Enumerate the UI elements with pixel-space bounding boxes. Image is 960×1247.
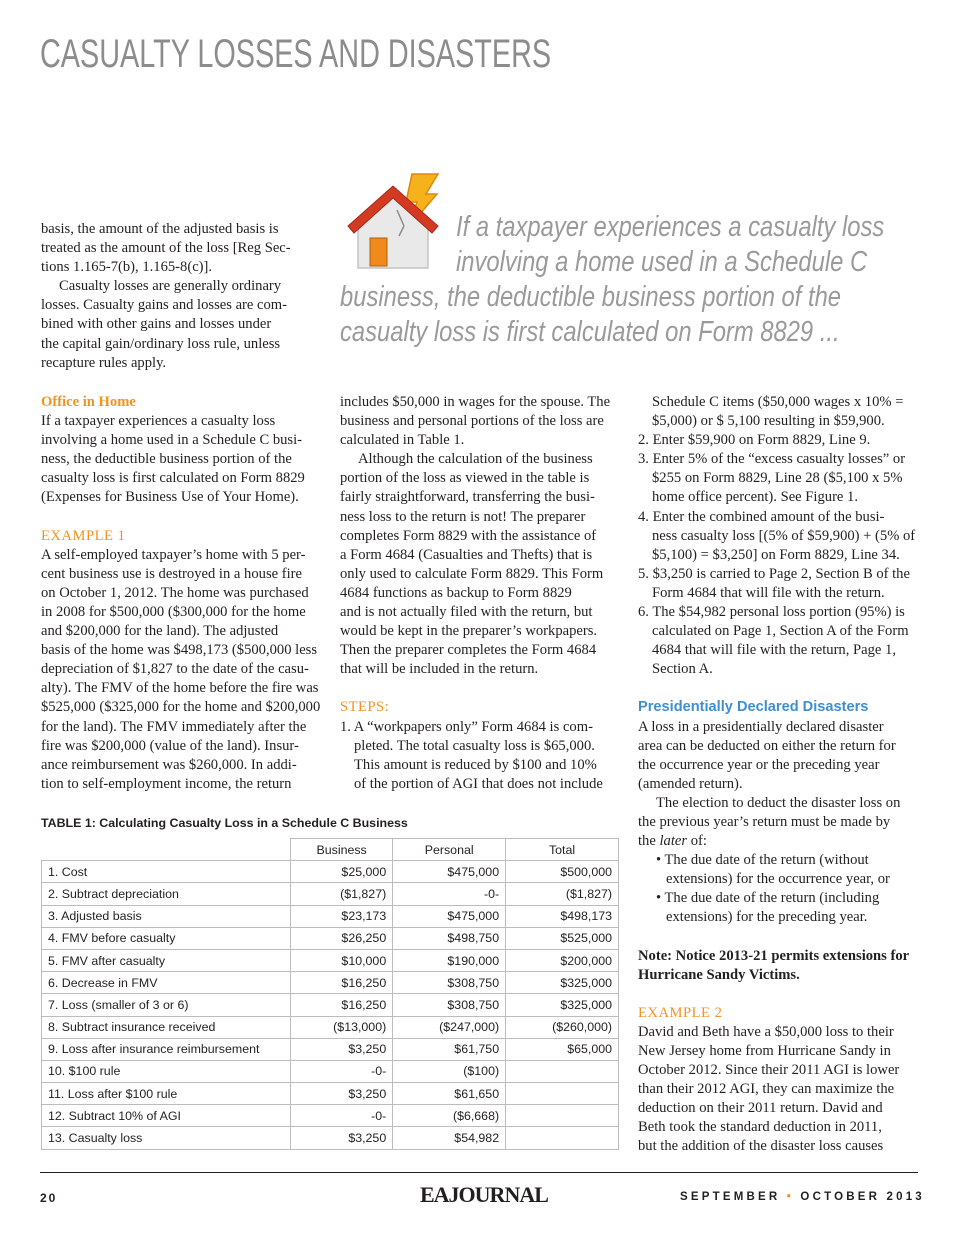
text-line: 2. Enter $59,900 on Form 8829, Line 9. bbox=[638, 432, 871, 449]
text-line: would be kept in the preparer’s workpapers. bbox=[340, 623, 598, 640]
text-line: 5. $3,250 is carried to Page 2, Section B of the bbox=[638, 565, 910, 582]
table-cell-label: 1. Cost bbox=[42, 861, 291, 883]
text-line: a Form 4684 (Casualties and Thefts) that is bbox=[340, 546, 593, 563]
table-row bbox=[42, 1127, 619, 1149]
table-cell-business: $26,250 bbox=[291, 927, 393, 949]
text-line: involving a home used in a Schedule C busi- bbox=[41, 432, 303, 449]
text-line: the capital gain/ordinary loss rule, unless bbox=[41, 335, 281, 352]
text-line: • The due date of the return (including bbox=[656, 890, 880, 907]
list-item bbox=[638, 603, 923, 679]
table-cell-business: $3,250 bbox=[291, 1038, 393, 1060]
text-line: ness, the deductible business portion of the bbox=[41, 451, 292, 468]
table-cell-personal: $190,000 bbox=[393, 949, 506, 971]
list-item bbox=[340, 718, 625, 794]
text-line: 4. Enter the combined amount of the busi- bbox=[638, 508, 885, 525]
list-item bbox=[638, 889, 923, 927]
page-number: 20 bbox=[40, 1191, 58, 1205]
table-cell-total: $525,000 bbox=[506, 927, 619, 949]
table-cell-label: 3. Adjusted basis bbox=[42, 905, 291, 927]
table-cell-business: $16,250 bbox=[291, 994, 393, 1016]
text-line: ness casualty loss [(5% of $59,900) + (5% of bbox=[652, 527, 916, 544]
text-line: in 2008 for $500,000 ($300,000 for the home bbox=[41, 603, 306, 620]
text-line: and $200,000 for the land). The adjusted bbox=[41, 623, 279, 640]
section-title: CASUALTY LOSSES AND DISASTERS bbox=[40, 32, 552, 76]
text-line: depreciation of $1,827 to the date of the casu- bbox=[41, 661, 309, 678]
table-cell-personal: $308,750 bbox=[393, 994, 506, 1016]
text-line: extensions) for the occurrence year, or bbox=[666, 871, 890, 888]
text-line: losses. Casualty gains and losses are com- bbox=[41, 297, 288, 314]
text-line: tions 1.165-7(b), 1.165-8(c)]. bbox=[41, 259, 213, 276]
text-line: Form 4684 that will file with the return. bbox=[652, 584, 885, 601]
text-line: Then the preparer completes the Form 4684 bbox=[340, 642, 597, 659]
pull-quote-line-4: casualty loss is first calculated on Form 8829 ... bbox=[340, 316, 840, 348]
col3-text bbox=[638, 393, 923, 1156]
text-fragment: of: bbox=[687, 833, 707, 850]
table-row bbox=[42, 905, 619, 927]
table-cell-total bbox=[506, 1105, 619, 1127]
text-line: that will be included in the return. bbox=[340, 661, 539, 678]
text-line: $5,000) or $ 5,100 resulting in $59,900. bbox=[652, 413, 885, 430]
text-line: of the portion of AGI that does not include bbox=[354, 775, 603, 792]
table-header-blank bbox=[42, 839, 291, 861]
table-row bbox=[42, 927, 619, 949]
table-cell-label: 4. FMV before casualty bbox=[42, 927, 291, 949]
table-cell-personal: $61,650 bbox=[393, 1083, 506, 1105]
col2-text bbox=[340, 393, 625, 794]
text-line: includes $50,000 in wages for the spouse. The bbox=[340, 394, 611, 410]
list-item bbox=[638, 450, 923, 507]
text-line: basis of the home was $498,173 ($500,000 less bbox=[41, 642, 318, 659]
table-cell-business: ($13,000) bbox=[291, 1016, 393, 1038]
table-cell-personal: $498,750 bbox=[393, 927, 506, 949]
table-cell-total: ($260,000) bbox=[506, 1016, 619, 1038]
text-line bbox=[638, 832, 923, 851]
issue-month-right: OCTOBER 2013 bbox=[800, 1191, 925, 1203]
example-1-heading: EXAMPLE 1 bbox=[41, 527, 126, 544]
table-cell-label: 13. Casualty loss bbox=[42, 1127, 291, 1149]
table-row bbox=[42, 861, 619, 883]
table-row bbox=[42, 1083, 619, 1105]
steps-list bbox=[340, 718, 625, 794]
text-line: but the addition of the disaster loss causes bbox=[638, 1138, 884, 1155]
text-line: tion to self-employment income, the return bbox=[41, 775, 292, 792]
issue-separator: • bbox=[786, 1191, 795, 1203]
text-line: calculated in Table 1. bbox=[340, 432, 465, 449]
table-row bbox=[42, 1060, 619, 1082]
text-line: pleted. The total casualty loss is $65,000. bbox=[354, 737, 595, 754]
table-cell-total: $200,000 bbox=[506, 949, 619, 971]
example-2-heading: EXAMPLE 2 bbox=[638, 1004, 723, 1021]
disasters-heading: Presidentially Declared Disasters bbox=[638, 699, 869, 716]
text-line: A loss in a presidentially declared disaster bbox=[638, 718, 884, 735]
text-line: Section A. bbox=[652, 661, 713, 678]
text-line: Although the calculation of the business bbox=[358, 451, 593, 468]
table-cell-business: $25,000 bbox=[291, 861, 393, 883]
table-header-personal: Personal bbox=[393, 839, 506, 861]
table-cell-label: 6. Decrease in FMV bbox=[42, 972, 291, 994]
text-line: (amended return). bbox=[638, 775, 743, 792]
text-line: calculated on Page 1, Section A of the Form bbox=[652, 623, 909, 640]
table-cell-business: $3,250 bbox=[291, 1127, 393, 1149]
table-header-business: Business bbox=[291, 839, 393, 861]
table-cell-business: $3,250 bbox=[291, 1083, 393, 1105]
footer-rule bbox=[40, 1172, 918, 1173]
issue-month-left: SEPTEMBER bbox=[680, 1191, 781, 1203]
text-line: bined with other gains and losses under bbox=[41, 316, 272, 333]
brand-logo: EAJOURNAL bbox=[420, 1182, 548, 1207]
emphasis-later: later bbox=[659, 833, 688, 850]
table-cell-business: -0- bbox=[291, 1105, 393, 1127]
col1-text bbox=[41, 393, 326, 794]
text-line: than their 2012 AGI, they can maximize the bbox=[638, 1081, 895, 1098]
table-cell-personal: $308,750 bbox=[393, 972, 506, 994]
text-line: recapture rules apply. bbox=[41, 354, 167, 371]
text-line: fairly straightforward, transferring the busi- bbox=[340, 489, 595, 506]
text-line: 4684 that will file with the return, Page 1, bbox=[652, 642, 896, 659]
table-cell-total bbox=[506, 1083, 619, 1105]
text-line: David and Beth have a $50,000 loss to their bbox=[638, 1023, 894, 1040]
table-cell-total bbox=[506, 1127, 619, 1149]
text-line: area can be deducted on either the return for bbox=[638, 737, 896, 754]
text-line: portion of the loss as viewed in the table is bbox=[340, 470, 590, 487]
text-line: 4684 functions as backup to Form 8829 bbox=[340, 584, 572, 601]
table-row bbox=[42, 994, 619, 1016]
text-line: 3. Enter 5% of the “excess casualty losses” or bbox=[638, 451, 906, 468]
text-line: for the land). The FMV immediately after the bbox=[41, 718, 307, 735]
text-line: deduction on their 2011 return. David and bbox=[638, 1100, 883, 1117]
table-cell-label: 9. Loss after insurance reimbursement bbox=[42, 1038, 291, 1060]
table-cell-business: ($1,827) bbox=[291, 883, 393, 905]
text-line: on October 1, 2012. The home was purchased bbox=[41, 584, 309, 601]
text-line: ance reimbursement was $260,000. In addi- bbox=[41, 756, 297, 773]
table-cell-business: $10,000 bbox=[291, 949, 393, 971]
table-cell-personal: ($6,668) bbox=[393, 1105, 506, 1127]
text-line: ness loss to the return is not! The preparer bbox=[340, 508, 586, 525]
due-date-list bbox=[638, 851, 923, 927]
table-cell-label: 8. Subtract insurance received bbox=[42, 1016, 291, 1038]
text-line: $525,000 ($325,000 for the home and $200,000 bbox=[41, 699, 321, 716]
text-line: alty). The FMV of the home before the fire was bbox=[41, 680, 319, 697]
text-line: A self-employed taxpayer’s home with 5 per- bbox=[41, 546, 306, 563]
house-lightning-icon bbox=[342, 168, 448, 274]
col1-top-text bbox=[41, 220, 321, 373]
table-cell-personal: ($100) bbox=[393, 1060, 506, 1082]
table-cell-personal: -0- bbox=[393, 883, 506, 905]
table-cell-business: $23,173 bbox=[291, 905, 393, 927]
table-cell-label: 12. Subtract 10% of AGI bbox=[42, 1105, 291, 1127]
text-line: business and personal portions of the loss are bbox=[340, 413, 604, 430]
text-fragment: the bbox=[638, 833, 660, 850]
text-line: the occurrence year or the preceding year bbox=[638, 756, 880, 773]
table-cell-business: $16,250 bbox=[291, 972, 393, 994]
text-line: 1. A “workpapers only” Form 4684 is com- bbox=[340, 718, 593, 735]
table-cell-total: $65,000 bbox=[506, 1038, 619, 1060]
table-cell-total: $500,000 bbox=[506, 861, 619, 883]
table-cell-label: 10. $100 rule bbox=[42, 1060, 291, 1082]
text-line: the previous year’s return must be made by bbox=[638, 813, 891, 830]
table-cell-total: $325,000 bbox=[506, 972, 619, 994]
text-line: Schedule C items ($50,000 wages x 10% = bbox=[652, 394, 904, 410]
table-cell-personal: $61,750 bbox=[393, 1038, 506, 1060]
table-cell-total: ($1,827) bbox=[506, 883, 619, 905]
text-line: Beth took the standard deduction in 2011, bbox=[638, 1119, 882, 1136]
list-item bbox=[638, 565, 923, 603]
table-row bbox=[42, 1016, 619, 1038]
text-line: casualty loss is first calculated on Form 8829 bbox=[41, 470, 305, 487]
table-cell-label: 2. Subtract depreciation bbox=[42, 883, 291, 905]
note-text: Hurricane Sandy Victims. bbox=[638, 966, 800, 983]
text-line: This amount is reduced by $100 and 10% bbox=[354, 756, 597, 773]
office-in-home-heading: Office in Home bbox=[41, 394, 136, 410]
table-cell-label: 5. FMV after casualty bbox=[42, 949, 291, 971]
table-cell-personal: ($247,000) bbox=[393, 1016, 506, 1038]
list-item bbox=[638, 431, 923, 450]
table-header-row bbox=[42, 839, 619, 861]
text-line: (Expenses for Business Use of Your Home). bbox=[41, 489, 299, 506]
table-cell-personal: $475,000 bbox=[393, 905, 506, 927]
text-line: completes Form 8829 with the assistance of bbox=[340, 527, 597, 544]
text-line: If a taxpayer experiences a casualty loss bbox=[41, 413, 276, 430]
table-cell-label: 11. Loss after $100 rule bbox=[42, 1083, 291, 1105]
text-line: extensions) for the preceding year. bbox=[666, 909, 868, 926]
text-line: Casualty losses are generally ordinary bbox=[59, 278, 282, 295]
table-cell-total: $325,000 bbox=[506, 994, 619, 1016]
table-row bbox=[42, 883, 619, 905]
text-line: • The due date of the return (without bbox=[656, 852, 869, 869]
text-line: and is not actually filed with the return, but bbox=[340, 604, 593, 621]
casualty-loss-table bbox=[41, 838, 619, 1150]
text-line: 6. The $54,982 personal loss portion (95%) is bbox=[638, 604, 905, 621]
text-line: New Jersey home from Hurricane Sandy in bbox=[638, 1042, 891, 1059]
table-row bbox=[42, 1038, 619, 1060]
text-line: treated as the amount of the loss [Reg Sec- bbox=[41, 240, 291, 257]
table-cell-business: -0- bbox=[291, 1060, 393, 1082]
pull-quote-line-3: business, the deductible business portion of the bbox=[340, 281, 842, 313]
text-line: cent business use is destroyed in a house fire bbox=[41, 565, 303, 582]
text-line: $5,100) = $3,250] on Form 8829, Line 34. bbox=[652, 546, 900, 563]
list-item bbox=[638, 851, 923, 889]
list-item bbox=[638, 508, 923, 565]
table-cell-personal: $54,982 bbox=[393, 1127, 506, 1149]
table-row bbox=[42, 949, 619, 971]
table-header-total: Total bbox=[506, 839, 619, 861]
text-line: home office percent). See Figure 1. bbox=[652, 489, 858, 506]
table-cell-total: $498,173 bbox=[506, 905, 619, 927]
text-line: basis, the amount of the adjusted basis is bbox=[41, 221, 279, 237]
text-line: $255 on Form 8829, Line 28 ($5,100 x 5% bbox=[652, 470, 903, 487]
table-row bbox=[42, 1105, 619, 1127]
issue-date bbox=[680, 1191, 925, 1203]
table-cell-personal: $475,000 bbox=[393, 861, 506, 883]
steps-list-continued bbox=[638, 431, 923, 679]
text-line: only used to calculate Form 8829. This Form bbox=[340, 565, 604, 582]
note-text: Note: Notice 2013-21 permits extensions for bbox=[638, 947, 910, 964]
text-line: fire was $200,000 (value of the land). Insur- bbox=[41, 737, 299, 754]
table-cell-label: 7. Loss (smaller of 3 or 6) bbox=[42, 994, 291, 1016]
table-row bbox=[42, 972, 619, 994]
table-title: TABLE 1: Calculating Casualty Loss in a Schedule C Business bbox=[41, 816, 408, 830]
steps-heading: STEPS: bbox=[340, 699, 390, 716]
text-line: The election to deduct the disaster loss on bbox=[656, 794, 901, 811]
pull-quote-line-2: involving a home used in a Schedule C bbox=[456, 246, 868, 278]
text-line: October 2012. Since their 2011 AGI is lower bbox=[638, 1062, 900, 1078]
table-cell-total bbox=[506, 1060, 619, 1082]
pull-quote-line-1: If a taxpayer experiences a casualty loss bbox=[456, 211, 885, 243]
